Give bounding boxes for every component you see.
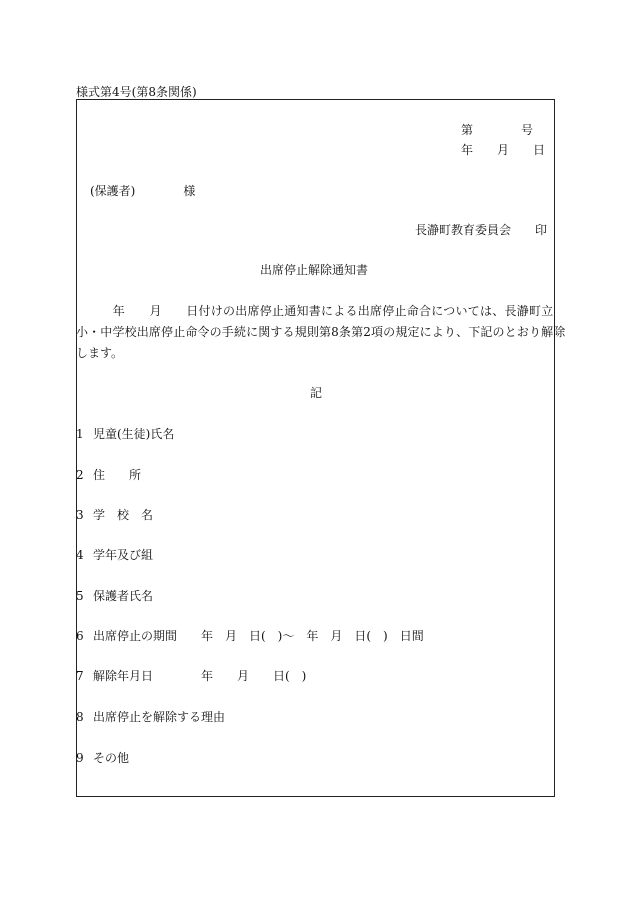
item-1-number: 1 — [76, 427, 84, 441]
item-6-number: 6 — [76, 629, 84, 643]
item-2-number: 2 — [76, 468, 84, 482]
item-4-label: 学年及び組 — [93, 548, 154, 562]
item-7-number: 7 — [76, 669, 84, 683]
item-1-label: 児童(生徒)氏名 — [93, 427, 175, 441]
item-5-label: 保護者氏名 — [93, 589, 154, 603]
item-8-label: 出席停止を解除する理由 — [93, 710, 226, 724]
document-number-line: 第 号 — [461, 123, 534, 137]
item-6-value: 年 月 日( )～ 年 月 日( ) 日間 — [201, 629, 424, 643]
item-9-number: 9 — [76, 751, 84, 765]
item-9-label: その他 — [93, 751, 130, 765]
item-3-label: 学 校 名 — [93, 508, 154, 522]
form-border — [76, 99, 555, 797]
item-5-number: 5 — [76, 589, 84, 603]
form-number-label: 様式第4号(第8条関係) — [76, 85, 197, 99]
document-title: 出席停止解除通知書 — [260, 263, 369, 277]
addressee-guardian: (保護者) 様 — [90, 184, 196, 198]
item-6-label: 出席停止の期間 — [93, 629, 178, 643]
body-text-line-3: します。 — [76, 346, 124, 360]
body-text-line-1: 年 月 日付けの出席停止通知書による出席停止命合については、長瀞町立 — [76, 304, 554, 318]
ki-heading: 記 — [310, 386, 323, 400]
item-7-label: 解除年月日 — [93, 669, 154, 683]
item-3-number: 3 — [76, 508, 84, 522]
item-4-number: 4 — [76, 548, 84, 562]
body-text-line-2: 小・中学校出席停止命令の手続に関する規則第8条第2項の規定により、下記のとおり解除 — [76, 325, 566, 339]
item-2-label: 住 所 — [93, 468, 142, 482]
item-8-number: 8 — [76, 710, 84, 724]
issuer-line: 長瀞町教育委員会 印 — [415, 223, 548, 237]
item-7-value: 年 月 日( ) — [201, 669, 307, 683]
issue-date-line: 年 月 日 — [461, 143, 546, 157]
